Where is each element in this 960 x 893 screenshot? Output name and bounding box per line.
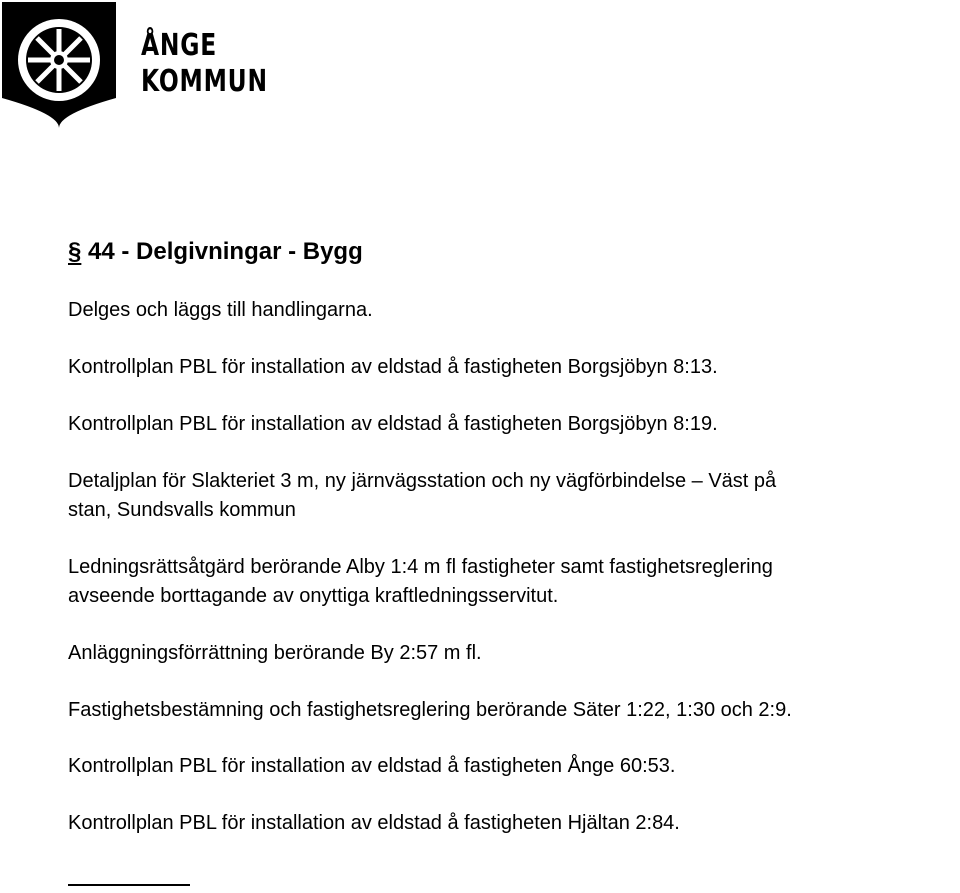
list-item: Anläggningsförrättning berörande By 2:57 m fl. — [68, 642, 482, 664]
list-item: Detaljplan för Slakteriet 3 m, ny järnvägsstation och ny vägförbindelse – Väst på — [68, 470, 777, 492]
footnote-divider — [68, 884, 190, 886]
organization-name — [141, 28, 268, 100]
section-title: 44 - Delgivningar - Bygg — [88, 238, 363, 265]
section-heading — [68, 236, 363, 268]
list-item: Kontrollplan PBL för installation av eldstad å fastigheten Borgsjöbyn 8:19. — [68, 413, 718, 435]
decision-text: Delges och läggs till handlingarna. — [68, 299, 373, 321]
list-item: Kontrollplan PBL för installation av eldstad å fastigheten Hjältan 2:84. — [68, 812, 680, 834]
list-item-continuation: avseende borttagande av onyttiga kraftledningsservitut. — [68, 585, 559, 607]
list-item: Fastighetsbestämning och fastighetsreglering berörande Säter 1:22, 1:30 och 2:9. — [68, 699, 792, 721]
list-item: Kontrollplan PBL för installation av eldstad å fastigheten Ånge 60:53. — [68, 755, 676, 777]
paragraph-sign: § — [68, 238, 82, 265]
organization-name-line2: KOMMUN — [141, 64, 268, 99]
municipality-logo — [2, 2, 116, 128]
wheel-crest-icon — [2, 2, 116, 128]
list-item: Ledningsrättsåtgärd berörande Alby 1:4 m fl fastigheter samt fastighetsreglering — [68, 556, 773, 578]
list-item-continuation: stan, Sundsvalls kommun — [68, 499, 296, 521]
list-item: Kontrollplan PBL för installation av eldstad å fastigheten Borgsjöbyn 8:13. — [68, 356, 718, 378]
organization-name-line1: ÅNGE — [141, 28, 218, 63]
